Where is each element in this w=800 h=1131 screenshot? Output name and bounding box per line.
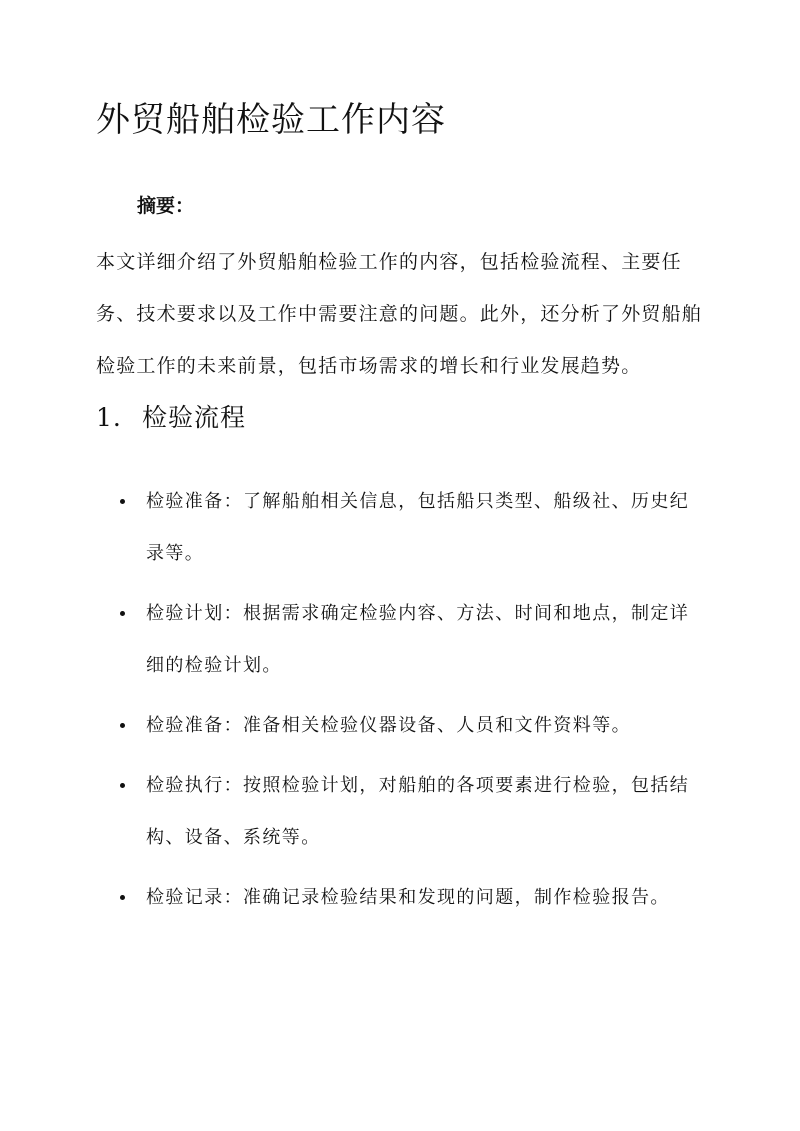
bullet-icon [120, 611, 125, 616]
abstract-label: 摘要： [137, 195, 195, 217]
list-item [120, 872, 690, 924]
list-item-text: 检验记录：准确记录检验结果和发现的问题，制作检验报告。 [146, 887, 670, 908]
bullet-icon [120, 783, 125, 788]
list-item [120, 760, 690, 864]
list-item-text: 检验准备：准备相关检验仪器设备、人员和文件资料等。 [146, 715, 631, 736]
list-item [120, 700, 690, 752]
list-item [120, 476, 690, 580]
list-item [120, 588, 690, 692]
list-item-text: 检验执行：按照检验计划，对船舶的各项要素进行检验，包括结构、设备、系统等。 [146, 775, 690, 848]
bullet-icon [120, 723, 125, 728]
section-number: 1. [96, 403, 122, 432]
list-item-text: 检验准备：了解船舶相关信息，包括船只类型、船级社、历史纪录等。 [146, 491, 690, 564]
section-title: 检验流程 [142, 403, 247, 432]
section-heading [96, 398, 246, 438]
bullet-icon [120, 895, 125, 900]
abstract-text: 本文详细介绍了外贸船舶检验工作的内容，包括检验流程、主要任务、技术要求以及工作中需要注意的问题。此外，还分析了外贸船舶检验工作的未来前景，包括市场需求的增长和行业发展趋势。 [96, 251, 703, 377]
bullet-icon [120, 499, 125, 504]
procedure-list [120, 476, 690, 932]
list-item-text: 检验计划：根据需求确定检验内容、方法、时间和地点，制定详细的检验计划。 [146, 603, 690, 676]
document-title: 外贸船舶检验工作内容 [96, 100, 446, 140]
